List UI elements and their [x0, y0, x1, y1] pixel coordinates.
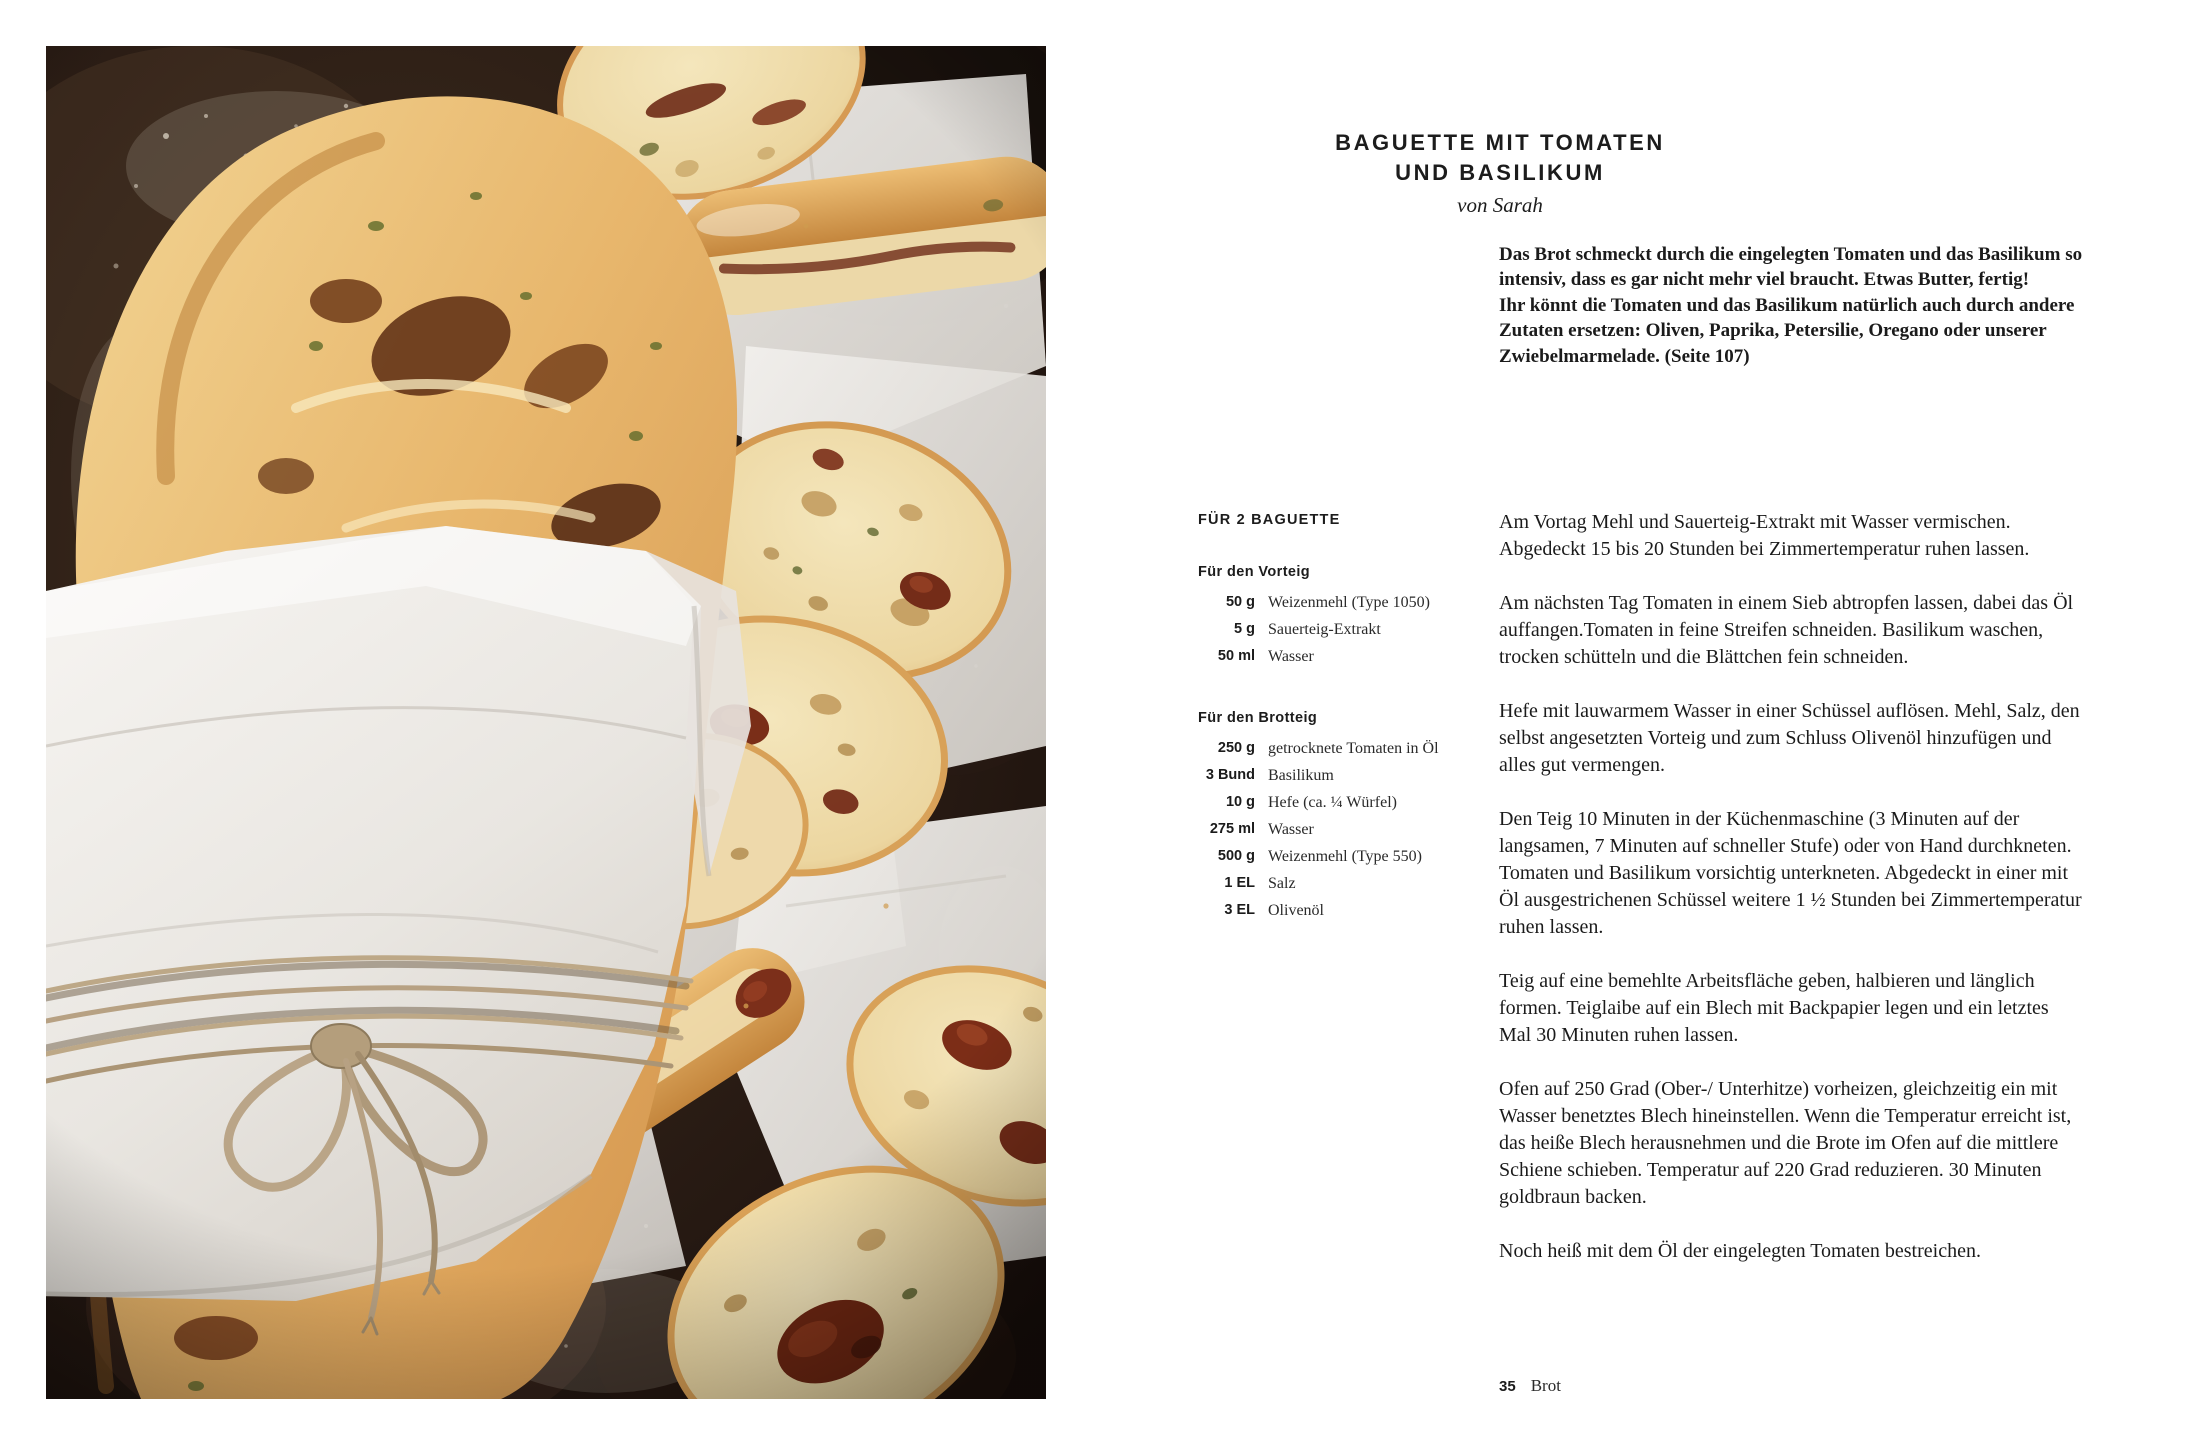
- step-paragraph: Hefe mit lauwarmem Wasser in einer Schüssel auflösen. Mehl, Salz, den selbst angesetzten Vorteig und zum Schluss Olivenöl hinzufügen und alles gut vermengen.: [1499, 700, 2080, 776]
- ingredient-section-brotteig: [1198, 710, 1478, 924]
- ingredient-row: [1198, 789, 1478, 816]
- ingredient-quantity: 250 g: [1217, 740, 1255, 756]
- photo-vignette: [46, 46, 1046, 1399]
- ingredient-name: Basilikum: [1268, 767, 1334, 784]
- step-paragraph: Den Teig 10 Minuten in der Küchenmaschine (3 Minuten auf der langsamen, 7 Minuten auf schneller Stufe) oder von Hand durchkneten. Tomaten und Basilikum vorsichtig unterkneten. Abgedeckt in einer mit Öl ausgestrichenen Schüssel weitere 1 ½ Stunden bei Zimmertemperatur ruhen lassen.: [1499, 808, 2082, 938]
- page-title: [1285, 128, 1715, 188]
- ingredient-section-vorteig: [1198, 564, 1478, 670]
- ingredient-name: Weizenmehl (Type 550): [1268, 848, 1422, 865]
- ingredient-quantity: 3 Bund: [1205, 767, 1255, 783]
- ingredient-row: [1198, 843, 1478, 870]
- ingredient-name: Sauerteig-Extrakt: [1268, 621, 1381, 638]
- ingredients-column: [1198, 512, 1478, 924]
- intro-paragraph: Das Brot schmeckt durch die eingelegten Tomaten und das Basilikum so intensiv, dass es gar nicht mehr viel braucht. Etwas Butter, fertig!: [1499, 244, 2083, 291]
- recipe-header: [1285, 128, 1715, 218]
- page-number: 35: [1499, 1378, 1516, 1395]
- ingredient-quantity: 5 g: [1234, 621, 1255, 637]
- step-paragraph: Ofen auf 250 Grad (Ober-/ Unterhitze) vorheizen, gleichzeitig ein mit Wasser benetztes Blech hineinstellen. Wenn die Temperatur erreicht ist, das heiße Blech herausnehmen und die Brote im Ofen auf die mittlere Schiene schieben. Temperatur auf 220 Grad reduzieren. 30 Minuten goldbraun backen.: [1499, 1078, 2072, 1208]
- ingredient-quantity: 50 ml: [1217, 648, 1255, 664]
- ingredient-quantity: 500 g: [1217, 848, 1255, 864]
- byline: von Sarah: [1457, 193, 1543, 217]
- ingredient-quantity: 1 EL: [1224, 875, 1255, 891]
- section-heading: Für den Vorteig: [1198, 564, 1311, 580]
- ingredient-name: Weizenmehl (Type 1050): [1268, 594, 1430, 611]
- ingredient-name: Hefe (ca. ¼ Würfel): [1268, 794, 1397, 811]
- ingredient-name: getrocknete Tomaten in Öl: [1268, 740, 1439, 757]
- ingredient-quantity: 3 EL: [1224, 902, 1255, 918]
- title-line-1: BAGUETTE MIT TOMATEN: [1335, 130, 1665, 155]
- ingredient-name: Wasser: [1268, 821, 1314, 838]
- ingredient-quantity: 50 g: [1225, 594, 1255, 610]
- ingredient-row: [1198, 816, 1478, 843]
- step-paragraph: Am Vortag Mehl und Sauerteig-Extrakt mit Wasser vermischen. Abgedeckt 15 bis 20 Stunden bei Zimmertemperatur ruhen lassen.: [1499, 511, 2030, 560]
- step-paragraph: Noch heiß mit dem Öl der eingelegten Tomaten bestreichen.: [1499, 1240, 1981, 1262]
- ingredient-quantity: 275 ml: [1209, 821, 1255, 837]
- step-paragraph: Teig auf eine bemehlte Arbeitsfläche geben, halbieren und länglich formen. Teiglaibe auf ein Blech mit Backpapier legen und ein letztes Mal 30 Minuten ruhen lassen.: [1499, 970, 2049, 1046]
- ingredient-row: [1198, 870, 1478, 897]
- step-paragraph: Am nächsten Tag Tomaten in einem Sieb abtropfen lassen, dabei das Öl auffangen.Tomaten in feine Streifen schneiden. Basilikum waschen, trocken schütteln und die Blättchen fein schneiden.: [1499, 592, 2074, 668]
- page-footer: [1499, 1376, 1561, 1396]
- title-line-2: UND BASILIKUM: [1395, 160, 1605, 185]
- intro-paragraph: Ihr könnt die Tomaten und das Basilikum natürlich auch durch andere Zutaten ersetzen: Oliven, Paprika, Petersilie, Oregano oder unserer Zwiebelmarmelade. (Seite 107): [1499, 294, 2075, 367]
- yield-label: FÜR 2 BAGUETTE: [1198, 512, 1341, 528]
- chapter-label: Brot: [1530, 1376, 1561, 1395]
- recipe-intro: [1499, 242, 2083, 369]
- section-heading: Für den Brotteig: [1198, 710, 1318, 726]
- ingredient-row: [1198, 762, 1478, 789]
- ingredient-quantity: 10 g: [1225, 794, 1255, 810]
- ingredient-name: Olivenöl: [1268, 902, 1324, 919]
- ingredient-name: Salz: [1268, 875, 1296, 892]
- recipe-photo: [46, 46, 1046, 1399]
- ingredient-row: [1198, 616, 1478, 643]
- baguette-photo-illustration: [46, 46, 1046, 1399]
- instructions-column: [1499, 509, 2084, 1292]
- ingredient-row: [1198, 643, 1478, 670]
- ingredient-row: [1198, 735, 1478, 762]
- ingredient-name: Wasser: [1268, 648, 1314, 665]
- ingredient-row: [1198, 897, 1478, 924]
- ingredient-row: [1198, 589, 1478, 616]
